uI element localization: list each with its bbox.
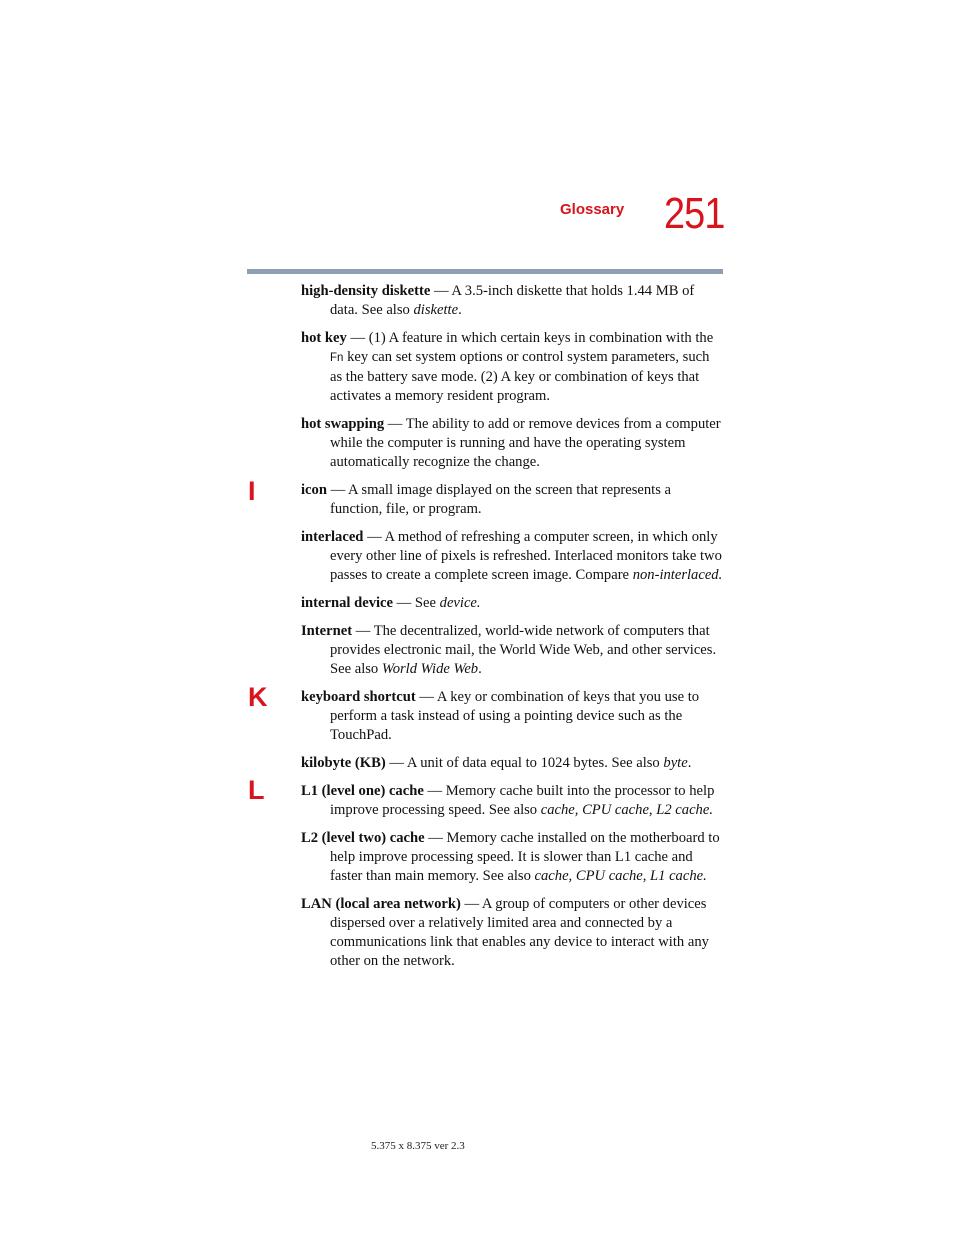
entry-cross-reference: byte <box>663 755 688 771</box>
entry-term: hot swapping <box>301 416 385 432</box>
footer-version: 5.375 x 8.375 ver 2.3 <box>371 1140 465 1152</box>
entry-term: LAN (local area network) <box>301 896 461 912</box>
entry-term: L2 (level two) cache <box>301 830 425 846</box>
entry-definition: — Memory cache built into the processor to help improve processing speed. See also <box>330 783 715 818</box>
entry-cross-reference: device. <box>439 595 481 611</box>
entry-definition: — A unit of data equal to 1024 bytes. See also <box>385 755 664 771</box>
entry-internal-device <box>301 594 723 613</box>
entry-keyboard-shortcut <box>301 688 723 745</box>
entry-cross-reference: diskette <box>413 302 459 318</box>
entry-high-density-diskette <box>301 282 723 320</box>
entry-punctuation: . <box>478 661 482 677</box>
entry-definition: — See <box>393 595 440 611</box>
letter-marker-k: K <box>248 682 268 712</box>
entry-lan <box>301 895 723 971</box>
entry-l2-cache <box>301 829 723 886</box>
entry-definition: — The decentralized, world-wide network of computers that provides electronic mail, the World Wide Web, and other services. See also <box>330 623 717 677</box>
entry-term: keyboard shortcut <box>301 689 416 705</box>
entry-definition: — A group of computers or other devices dispersed over a relatively limited area and connected by a communications link that enables any device to interact with any other on the network. <box>330 896 709 969</box>
entry-cross-reference: World Wide Web <box>381 661 479 677</box>
entry-hot-key <box>301 329 723 406</box>
entry-definition: — Memory cache installed on the motherboard to help improve processing speed. It is slower than L1 cache and faster than main memory. See also <box>330 830 720 884</box>
letter-marker-i: I <box>248 476 256 506</box>
page-number: 251 <box>664 189 725 238</box>
entry-term: kilobyte (KB) <box>301 755 386 771</box>
entry-cross-reference: cache, CPU cache, L1 cache. <box>534 868 707 884</box>
glossary-list <box>301 282 723 980</box>
entry-definition: — A small image displayed on the screen that represents a function, file, or program. <box>326 482 672 517</box>
entry-punctuation: . <box>458 302 462 318</box>
entry-term: L1 (level one) cache <box>301 783 424 799</box>
entry-interlaced <box>301 528 723 585</box>
header-rule <box>247 269 723 274</box>
entry-term: Internet <box>301 623 353 639</box>
entry-internet <box>301 622 723 679</box>
entry-hot-swapping <box>301 415 723 472</box>
entry-punctuation: . <box>687 755 692 771</box>
entry-cross-reference: non-interlaced. <box>632 567 723 583</box>
entry-term: interlaced <box>301 529 364 545</box>
key-name: Fn <box>330 352 344 364</box>
section-title: Glossary <box>560 201 625 218</box>
entry-definition: — The ability to add or remove devices from a computer while the computer is running and have the operating system automatically recognize the change. <box>330 416 721 470</box>
entry-term: high-density diskette <box>301 283 431 299</box>
entry-term: hot key <box>301 330 347 346</box>
entry-icon <box>301 481 723 519</box>
entry-term: icon <box>301 482 327 498</box>
entry-kilobyte <box>301 754 723 773</box>
entry-definition: — A key or combination of keys that you use to perform a task instead of using a pointing device such as the TouchPad. <box>330 689 700 743</box>
entry-definition: key can set system options or control system parameters, such as the battery save mode. (2) A key or combination of keys that activates a memory resident program. <box>330 349 710 404</box>
entry-definition: — (1) A feature in which certain keys in combination with the <box>346 330 714 346</box>
letter-marker-l: L <box>248 775 265 805</box>
entry-l1-cache <box>301 782 723 820</box>
entry-definition: — A method of refreshing a computer screen, in which only every other line of pixels is refreshed. Interlaced monitors take two passes to create a complete screen image. Compare <box>330 529 722 583</box>
entry-cross-reference: cache, CPU cache, L2 cache. <box>540 802 713 818</box>
entry-term: internal device <box>301 595 394 611</box>
entry-definition: — A 3.5-inch diskette that holds 1.44 MB of data. See also <box>330 283 695 318</box>
